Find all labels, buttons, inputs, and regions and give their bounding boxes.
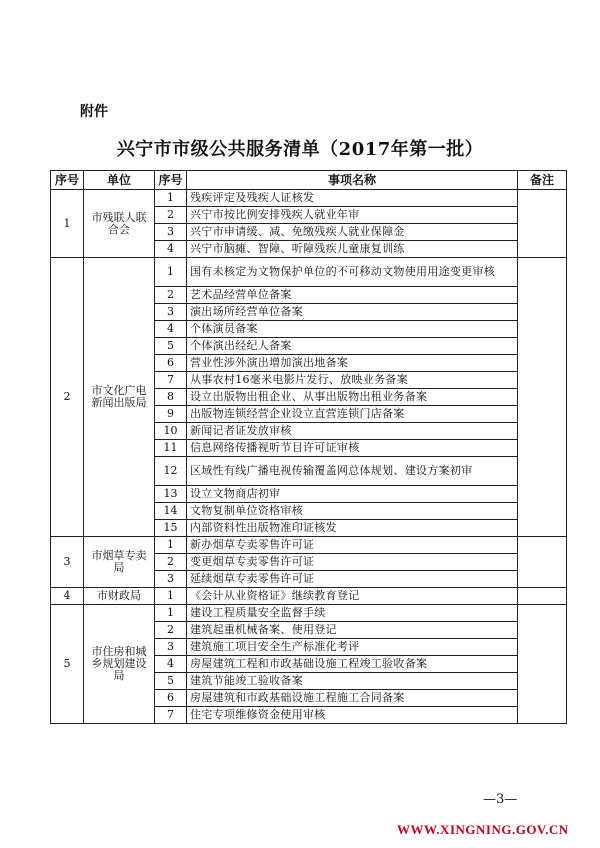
unit-name: 市财政局: [84, 588, 155, 605]
item-no: 2: [155, 622, 187, 639]
item-name: 营业性涉外演出增加演出地备案: [187, 355, 518, 372]
unit-name: 市住房和城乡规划建设局: [84, 605, 155, 724]
item-no: 10: [155, 423, 187, 440]
table-row: [51, 537, 567, 554]
item-no: 6: [155, 690, 187, 707]
item-no: 3: [155, 571, 187, 588]
item-name: 残疾评定及残疾人证核发: [187, 190, 518, 207]
item-no: 14: [155, 503, 187, 520]
item-name: 设立文物商店初审: [187, 486, 518, 503]
item-name: 建筑施工项目安全生产标准化考评: [187, 639, 518, 656]
item-no: 11: [155, 440, 187, 457]
item-no: 8: [155, 389, 187, 406]
table-header-row: [51, 171, 567, 190]
item-name: 从事农村16毫米电影片发行、放映业务备案: [187, 372, 518, 389]
item-name: 建设工程质量安全监督手续: [187, 605, 518, 622]
item-name: 信息网络传播视听节目许可证审核: [187, 440, 518, 457]
item-no: 1: [155, 258, 187, 287]
header-item-no: 序号: [155, 171, 187, 190]
item-name: 建筑起重机械备案、使用登记: [187, 622, 518, 639]
group-no: 2: [51, 258, 84, 537]
item-no: 5: [155, 338, 187, 355]
item-name: 内部资料性出版物准印证核发: [187, 520, 518, 537]
item-name: 文物复制单位资格审核: [187, 503, 518, 520]
item-no: 7: [155, 707, 187, 724]
item-no: 4: [155, 321, 187, 338]
item-no: 4: [155, 656, 187, 673]
table-row: [51, 258, 567, 287]
page-title: 兴宁市市级公共服务清单（2017年第一批）: [116, 139, 484, 160]
item-name: 演出场所经营单位备案: [187, 304, 518, 321]
item-no: 2: [155, 554, 187, 571]
unit-name: 市文化广电新闻出版局: [84, 258, 155, 537]
item-name: 设立出版物出租企业、从事出版物出租业务备案: [187, 389, 518, 406]
item-no: 15: [155, 520, 187, 537]
item-no: 2: [155, 207, 187, 224]
item-name: 兴宁市申请缓、减、免缴残疾人就业保障金: [187, 224, 518, 241]
remarks-cell: [518, 605, 567, 724]
remarks-cell: [518, 588, 567, 605]
unit-name: 市烟草专卖局: [84, 537, 155, 588]
header-unit: 单位: [84, 171, 155, 190]
item-no: 3: [155, 639, 187, 656]
header-remarks: 备注: [518, 171, 567, 190]
table-row: [51, 190, 567, 207]
item-name: 新办烟草专卖零售许可证: [187, 537, 518, 554]
item-no: 13: [155, 486, 187, 503]
item-no: 12: [155, 457, 187, 486]
item-no: 9: [155, 406, 187, 423]
item-name: 房屋建筑和市政基础设施工程施工合同备案: [187, 690, 518, 707]
watermark-url: WWW.XINGNING.GOV.CN: [397, 822, 569, 837]
group-no: 3: [51, 537, 84, 588]
item-no: 1: [155, 588, 187, 605]
item-no: 3: [155, 304, 187, 321]
item-name: 区域性有线广播电视传输覆盖网总体规划、建设方案初审: [187, 457, 518, 486]
remarks-cell: [518, 190, 567, 258]
item-name: 建筑节能竣工验收备案: [187, 673, 518, 690]
item-name: 个体演出经纪人备案: [187, 338, 518, 355]
group-no: 1: [51, 190, 84, 258]
item-name: 国有未核定为文物保护单位的不可移动文物使用用途变更审核: [187, 258, 518, 287]
item-no: 3: [155, 224, 187, 241]
item-no: 1: [155, 605, 187, 622]
table-row: [51, 605, 567, 622]
item-name: 出版物连锁经营企业设立直营连锁门店备案: [187, 406, 518, 423]
item-name: 房屋建筑工程和市政基础设施工程竣工验收备案: [187, 656, 518, 673]
attachment-label: 附件: [80, 104, 108, 120]
header-item-name: 事项名称: [187, 171, 518, 190]
item-no: 6: [155, 355, 187, 372]
item-name: 延续烟草专卖零售许可证: [187, 571, 518, 588]
unit-name: 市残联人联合会: [84, 190, 155, 258]
page-number: —3—: [483, 792, 518, 807]
item-name: 变更烟草专卖零售许可证: [187, 554, 518, 571]
item-no: 1: [155, 537, 187, 554]
group-no: 4: [51, 588, 84, 605]
item-no: 4: [155, 241, 187, 258]
item-no: 7: [155, 372, 187, 389]
header-group-no: 序号: [51, 171, 84, 190]
item-name: 兴宁市按比例安排残疾人就业年审: [187, 207, 518, 224]
remarks-cell: [518, 258, 567, 537]
item-no: 1: [155, 190, 187, 207]
service-list-table: [50, 170, 567, 724]
item-no: 5: [155, 673, 187, 690]
item-name: 《会计从业资格证》继续教育登记: [187, 588, 518, 605]
item-no: 2: [155, 287, 187, 304]
item-name: 新闻记者证发放审核: [187, 423, 518, 440]
table-row: [51, 588, 567, 605]
group-no: 5: [51, 605, 84, 724]
item-name: 艺术品经营单位备案: [187, 287, 518, 304]
item-name: 兴宁市脑瘫、智障、听障残疾儿童康复训练: [187, 241, 518, 258]
item-name: 个体演员备案: [187, 321, 518, 338]
item-name: 住宅专项维修资金使用审核: [187, 707, 518, 724]
remarks-cell: [518, 537, 567, 588]
